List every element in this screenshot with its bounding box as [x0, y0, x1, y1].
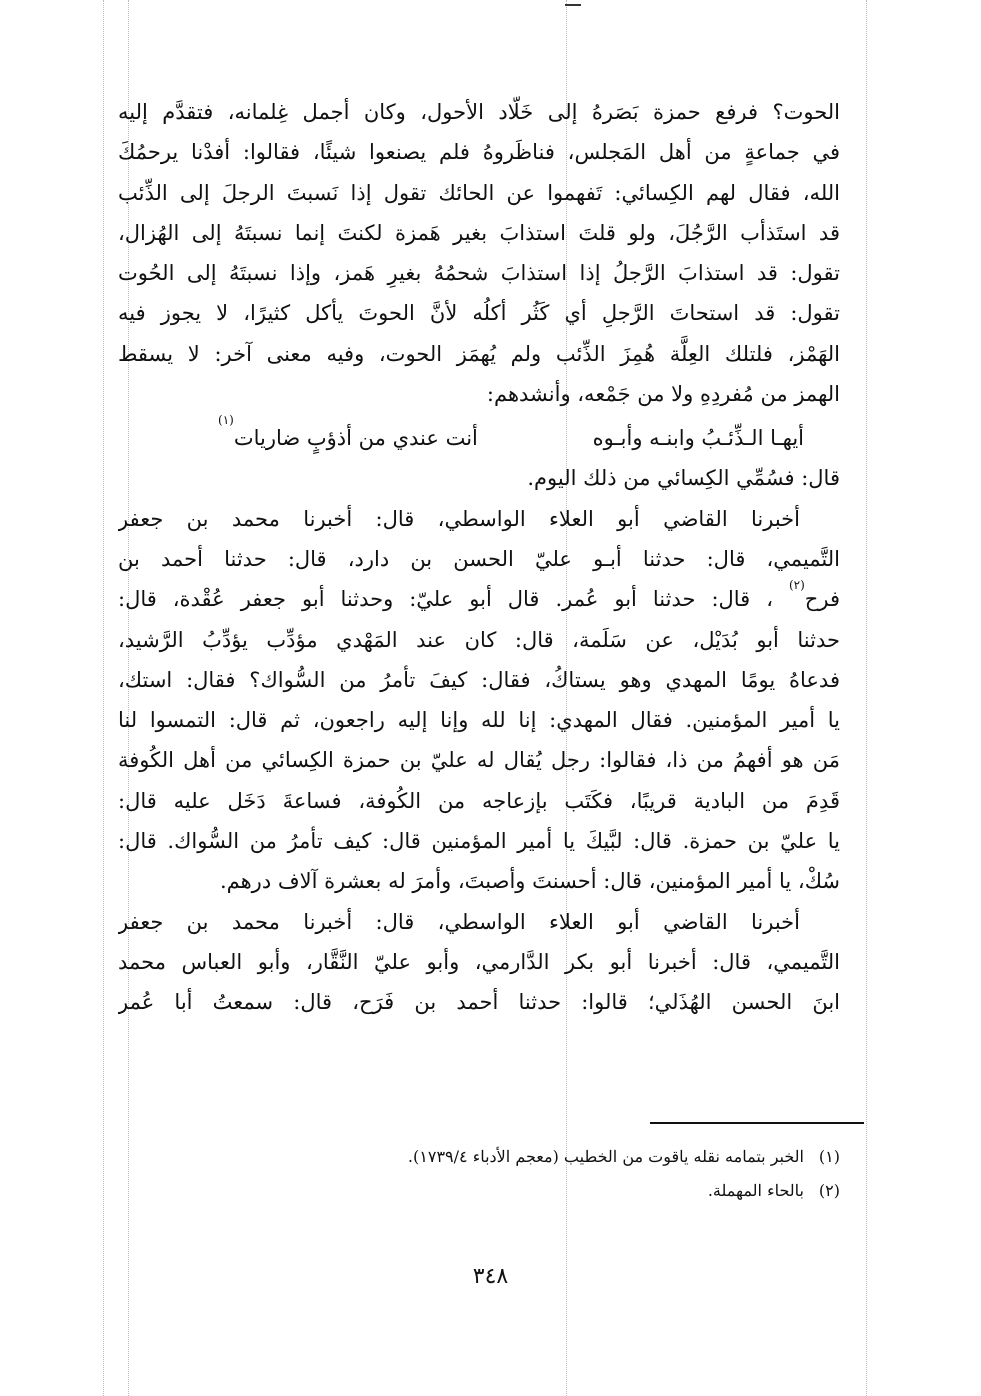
footnotes — [118, 1140, 840, 1208]
text-line: في جماعةٍ من أهل المَجلس، فناظَروهُ فلم يصنعوا شيئًا، فقالوا: أفدْنا يرحمُكَ — [118, 140, 840, 165]
text-line — [118, 579, 840, 619]
text-line: الهَمْز، فلتلك العِلَّة هُمِزَ الذِّئب ولم يُهمَز الحوت، وفيه معنى آخر: لا يسقط — [118, 341, 840, 366]
scan-guide-line — [103, 0, 104, 1396]
text-line: التَّميمي، قال: أخبرنا أبو بكر الدَّارمي، وأبو عليّ النَّقَّار، وأبو العباس محمد — [118, 949, 840, 974]
text-line: مَن هو أفهمُ من ذا، فقالوا: رجل يُقال له عليّ بن حمزة الكِسائي من أهل الكُوفة — [118, 748, 840, 773]
scan-guide-line — [866, 0, 867, 1396]
text-line: الهمز من مُفردِهِ ولا من جَمْعه، وأنشدهم: — [486, 382, 840, 407]
footnote-text: بالحاء المهملة. — [707, 1181, 804, 1200]
footnote-text: الخبر بتمامه نقله ياقوت من الخطيب (معجم الأدباء ١٧٣٩/٤). — [407, 1147, 804, 1166]
footnote-ref: (١) — [218, 413, 234, 428]
text-line: سُكْ، يا أمير المؤمنين، قال: أحسنتَ وأصبتَ، وأمرَ له بعشرة آلاف درهم. — [219, 869, 840, 894]
text-line: حدثنا أبو بُدَيْل، عن سَلَمة، قال: كان عند المَهْدي مؤدِّب يؤدِّبُ الرَّشيد، — [118, 627, 840, 652]
text-line: الله، فقال لهم الكِسائي: تَفهموا عن الحائك تقول إذا نَسبتَ الرجلَ إلى الذِّئب — [118, 180, 840, 205]
footnote-item — [118, 1140, 840, 1174]
verse-second-half: أنت عندي من أذؤبٍ ضاريات$^{(١)}$ — [218, 413, 478, 451]
text-line-rest: ، قال: حدثنا أبو عُمر. قال أبو عليّ: وحدثنا أبو جعفر عُقْدة، قال: — [118, 587, 773, 612]
page-body — [118, 92, 840, 1023]
word-farah: فرح — [804, 587, 840, 612]
top-mark — [565, 4, 581, 6]
verse-first-half: أيهـا الـذِّئـبُ وابنـه وأبـوه — [592, 426, 804, 451]
footnote-separator — [650, 1122, 864, 1124]
paragraph-start-line: أخبرنا القاضي أبو العلاء الواسطي، قال: أخبرنا محمد بن جعفر — [118, 506, 800, 531]
text-line: تقول: قد استحاتَ الرَّجلِ أي كَثُر أكلُه لأنَّ الحوتَ يأكل كثيرًا، لا يجوز فيه — [118, 301, 840, 326]
footnote-number: (١) — [818, 1147, 840, 1166]
footnote-number: (٢) — [818, 1181, 840, 1200]
text-line: التَّميمي، قال: حدثنا أبـو عليّ الحسن بن دارد، قال: حدثنا أحمد بن — [118, 546, 840, 571]
page-number: ٣٤٨ — [472, 1264, 509, 1289]
text-line: ابنَ الحسن الهُذَلي؛ قالوا: حدثنا أحمد بن فَرَح، قال: سمعتُ أبا عُمر — [118, 990, 840, 1015]
text-line: الحوت؟ فرفع حمزة بَصَرهُ إلى خَلّاد الأحول، وكان أجمل غِلمانه، فتقدَّم إليه — [118, 100, 840, 124]
footnote-ref: (٢) — [788, 579, 805, 593]
text-line: فدعاهُ يومًا المهدي وهو يستاكُ، فقال: كيفَ تأمرُ من السُّواك؟ فقال: استك، — [118, 667, 840, 692]
verse — [118, 414, 840, 458]
text-line: قال: فسُمِّي الكِسائي من ذلك اليوم. — [527, 466, 840, 491]
text-line: قد استَذأب الرَّجُلَ، ولو قلتَ استذابَ بغير هَمزة لكنتَ إنما نسبتَهُ إلى الهُزال، — [118, 220, 840, 245]
text-line: تقول: قد استذابَ الرَّجلُ إذا استذابَ شحمُهُ بغيرِ هَمز، وإذا نسبتَهُ إلى الحُوت — [118, 261, 840, 286]
footnote-item — [118, 1174, 840, 1208]
paragraph-start-line: أخبرنا القاضي أبو العلاء الواسطي، قال: أخبرنا محمد بن جعفر — [118, 909, 800, 934]
text-line: يا عليّ بن حمزة. قال: لبَّيكَ يا أمير المؤمنين قال: كيف تأمرُ من السُّواك. قال: — [118, 829, 840, 854]
text-line: قَدِمَ من البادية قريبًا، فكَتَب بإزعاجه من الكُوفة، فساعةَ دَخَل عليه قال: — [118, 788, 840, 813]
text-line: يا أمير المؤمنين. فقال المهدي: إنا لله وإنا إليه راجعون، ثم قال: التمسوا لنا — [118, 708, 840, 733]
